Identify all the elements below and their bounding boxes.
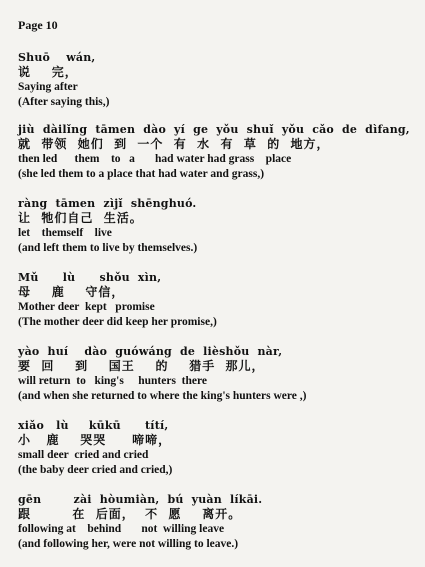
gloss-line: Mother deer kept promise xyxy=(18,301,155,313)
gloss-line: small deer cried and cried xyxy=(18,449,149,461)
stanza-5 xyxy=(18,344,413,404)
stanza-4 xyxy=(18,270,413,330)
stanza-1 xyxy=(18,50,413,110)
pinyin-line: ràng tāmen zìjǐ shēnghuó. xyxy=(18,197,197,210)
stanza-3 xyxy=(18,196,413,256)
hanzi-line: 说 完， xyxy=(18,65,78,79)
hanzi-line: 小 鹿 哭哭 啼啼， xyxy=(18,433,172,447)
gloss-line: following at behind not willing leave xyxy=(18,523,225,535)
pinyin-line: Mǔ lù shǒu xìn, xyxy=(18,271,162,284)
gloss-line: then led them to a had water had grass place xyxy=(18,153,292,165)
translation-line: (and following her, were not willing to leave.) xyxy=(18,538,239,550)
pinyin-line: jiù dàilǐng tāmen dào yí ge yǒu shuǐ yǒu cǎo de dìfang, xyxy=(18,123,410,136)
hanzi-line: 让 牠们自己 生活。 xyxy=(18,211,143,225)
hanzi-line: 跟 在 后面， 不 愿 离开。 xyxy=(18,507,242,521)
pinyin-line: xiǎo lù kūkū títí, xyxy=(18,419,169,432)
translation-line: (and left them to live by themselves.) xyxy=(18,242,198,254)
stanza-7 xyxy=(18,492,413,552)
stanza-2 xyxy=(18,122,413,182)
gloss-line: Saying after xyxy=(18,81,78,93)
hanzi-line: 要 回 到 国王 的 猎手 那儿， xyxy=(18,359,265,373)
page-number: Page 10 xyxy=(18,18,58,32)
pinyin-line: yào huí dào guówáng de lièshǒu nàr, xyxy=(18,345,283,358)
hanzi-line: 母 鹿 守信， xyxy=(18,285,125,299)
pinyin-line: Shuō wán, xyxy=(18,51,96,64)
translation-line: (the baby deer cried and cried,) xyxy=(18,464,173,476)
stanza-6 xyxy=(18,418,413,478)
translation-line: (The mother deer did keep her promise,) xyxy=(18,316,217,328)
gloss-line: will return to king's hunters there xyxy=(18,375,208,387)
translation-line: (she led them to a place that had water and grass,) xyxy=(18,168,265,180)
translation-line: (and when she returned to where the king's hunters were ,) xyxy=(18,390,307,402)
translation-line: (After saying this,) xyxy=(18,96,110,108)
gloss-line: let themself live xyxy=(18,227,112,239)
hanzi-line: 就 带领 她们 到 一个 有 水 有 草 的 地方， xyxy=(18,137,330,151)
pinyin-line: gēn zài hòumiàn, bú yuàn líkāi. xyxy=(18,493,263,506)
